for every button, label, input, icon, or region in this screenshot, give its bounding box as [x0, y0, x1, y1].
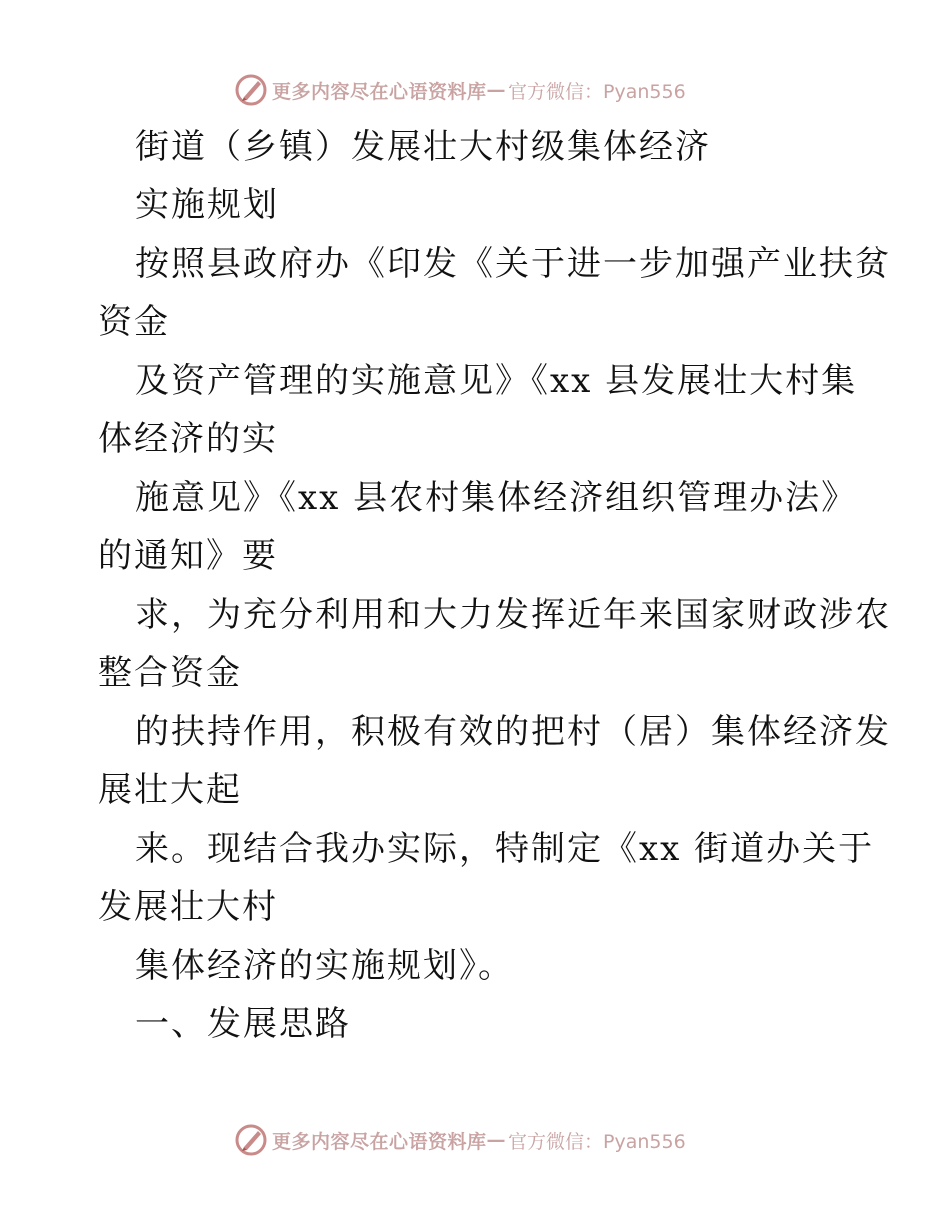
footer-watermark — [234, 1122, 686, 1158]
paragraph-line: 施意见》《xx 县农村集体经济组织管理办法》 — [135, 478, 858, 518]
pen-logo-icon — [234, 73, 268, 107]
pen-logo-icon — [234, 1123, 268, 1157]
paragraph-line: 的通知》要 — [98, 536, 278, 576]
paragraph-line: 的扶持作用，积极有效的把村（居）集体经济发 — [135, 712, 891, 752]
document-title-line-2: 实施规划 — [135, 185, 279, 225]
watermark-text: 更多内容尽在心语资料库 — [272, 80, 487, 103]
section-heading: 一、发展思路 — [135, 1004, 351, 1044]
watermark-text: 更多内容尽在心语资料库 — [272, 1130, 487, 1153]
watermark-dash: — — [486, 79, 507, 101]
paragraph-line: 及资产管理的实施意见》《xx 县发展壮大村集 — [135, 361, 858, 401]
paragraph-line: 求，为充分利用和大力发挥近年来国家财政涉农 — [135, 595, 891, 635]
document-title-line-1: 街道（乡镇）发展壮大村级集体经济 — [135, 127, 711, 167]
header-watermark — [234, 72, 686, 108]
watermark-contact: 官方微信：Pyan556 — [508, 1130, 686, 1153]
watermark-dash: — — [486, 1129, 507, 1151]
paragraph-line: 整合资金 — [98, 653, 242, 693]
paragraph-line: 资金 — [98, 302, 170, 342]
paragraph-line: 按照县政府办《印发《关于进一步加强产业扶贫 — [135, 244, 891, 284]
paragraph-line: 来。现结合我办实际，特制定《xx 街道办关于 — [135, 829, 875, 869]
paragraph-line: 展壮大起 — [98, 770, 242, 810]
paragraph-line: 体经济的实 — [98, 419, 278, 459]
paragraph-line: 发展壮大村 — [98, 887, 278, 927]
paragraph-line: 集体经济的实施规划》。 — [135, 946, 514, 986]
watermark-contact: 官方微信：Pyan556 — [508, 80, 686, 103]
